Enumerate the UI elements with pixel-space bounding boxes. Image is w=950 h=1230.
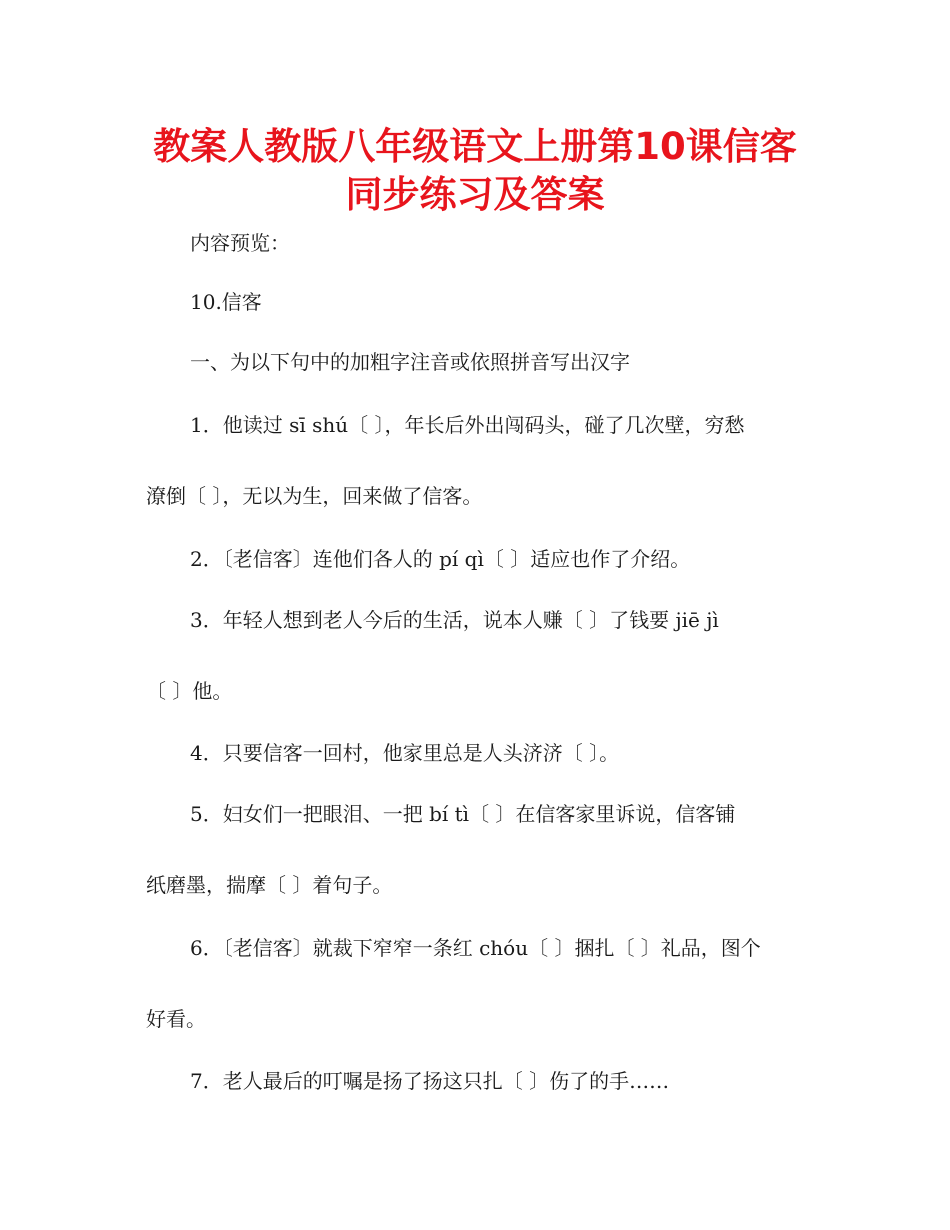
exercise-line: 6．〔老信客〕就裁下窄窄一条红 chóu〔 〕捆扎〔 〕礼品，图个 <box>190 936 761 960</box>
exercise-line: 〔 〕他。 <box>146 679 233 703</box>
exercise-line: 7．老人最后的叮嘱是扬了扬这只扎〔 〕伤了的手…… <box>190 1069 670 1093</box>
exercise-line: 4．只要信客一回村，他家里总是人头济济〔 〕。 <box>190 741 620 765</box>
section-heading: 一、为以下句中的加粗字注音或依照拼音写出汉字 <box>190 350 630 374</box>
exercise-line: 2．〔老信客〕连他们各人的 pí qì〔 〕适应也作了介绍。 <box>190 547 691 571</box>
lesson-heading: 10.信客 <box>190 290 262 314</box>
exercise-line: 5．妇女们一把眼泪、一把 bí tì〔 〕在信客家里诉说，信客铺 <box>190 802 736 826</box>
exercise-line: 好看。 <box>146 1007 206 1031</box>
exercise-line: 潦倒〔 〕，无以为生，回来做了信客。 <box>146 484 483 508</box>
exercise-line: 3．年轻人想到老人今后的生活，说本人赚〔 〕了钱要 jiē jì <box>190 608 719 632</box>
document-title-line-2: 同步练习及答案 <box>345 173 605 216</box>
preview-label: 内容预览： <box>190 231 290 255</box>
exercise-line: 纸磨墨，揣摩〔 〕着句子。 <box>146 873 393 897</box>
exercise-line: 1．他读过 sī shú〔 〕，年长后外出闯码头，碰了几次壁，穷愁 <box>190 413 745 437</box>
document-title-line-1: 教案人教版八年级语文上册第10课信客 <box>153 125 797 168</box>
